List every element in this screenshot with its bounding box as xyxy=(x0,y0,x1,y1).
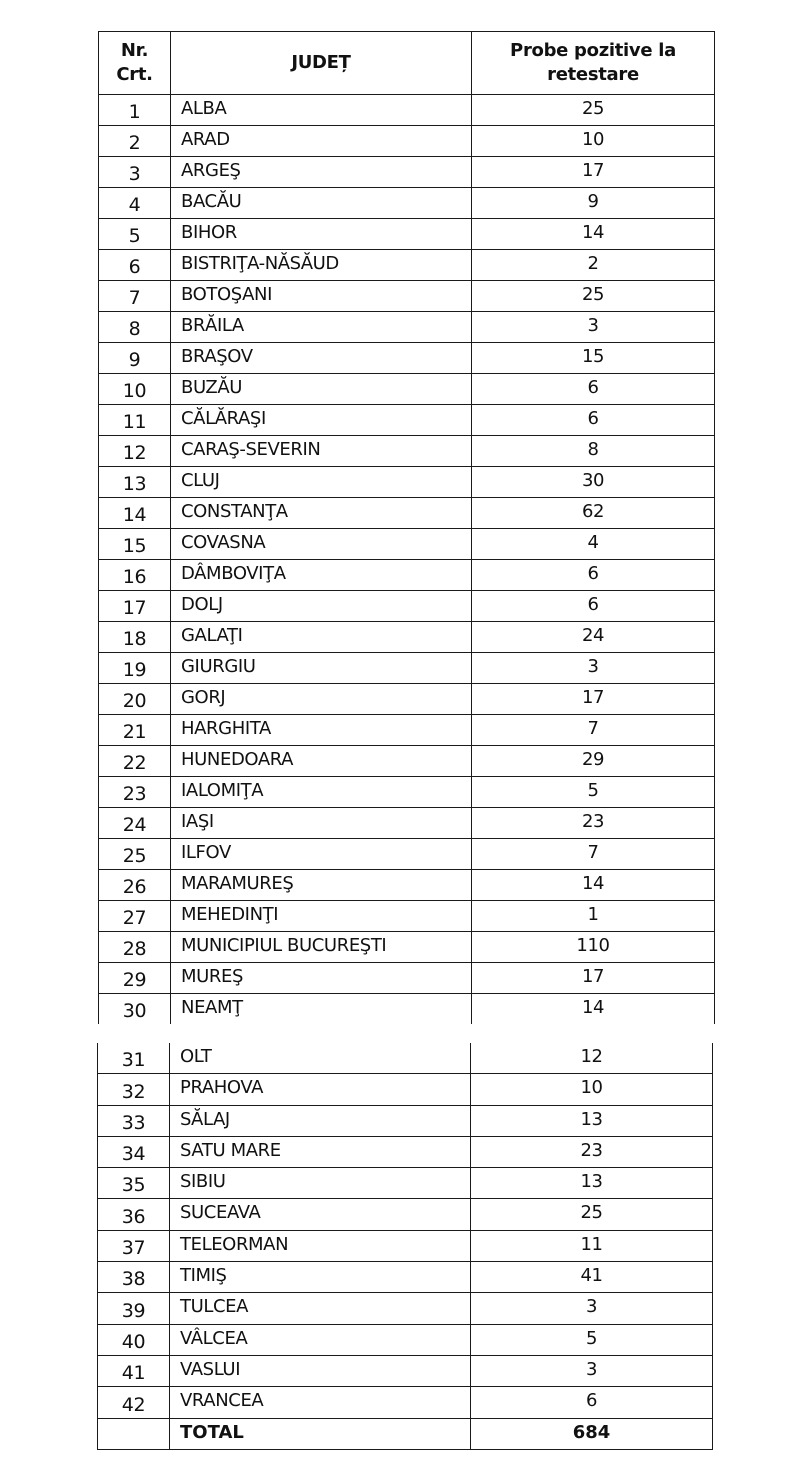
row-value-cell: 62 xyxy=(472,498,715,529)
row-value-cell: 7 xyxy=(472,715,715,746)
row-value-cell: 5 xyxy=(472,777,715,808)
row-value-cell: 3 xyxy=(472,312,715,343)
row-value-cell: 24 xyxy=(472,622,715,653)
row-nr-cell: 22 xyxy=(99,746,171,777)
row-judet-cell: BRAŞOV xyxy=(171,343,472,374)
table-row xyxy=(99,281,715,312)
row-nr-cell: 7 xyxy=(99,281,171,312)
row-nr-cell: 9 xyxy=(99,343,171,374)
row-judet-cell: IAŞI xyxy=(171,808,472,839)
row-value-cell: 12 xyxy=(471,1043,713,1074)
row-nr-cell: 2 xyxy=(99,126,171,157)
table-total-row xyxy=(98,1418,713,1449)
row-nr-cell: 13 xyxy=(99,467,171,498)
row-value-cell: 10 xyxy=(471,1074,713,1105)
row-judet-cell: IALOMIŢA xyxy=(171,777,472,808)
table-row xyxy=(99,374,715,405)
row-value-cell: 41 xyxy=(471,1262,713,1293)
table-row xyxy=(99,963,715,994)
row-value-cell: 6 xyxy=(472,405,715,436)
table-row xyxy=(99,994,715,1025)
row-judet-cell: MEHEDINŢI xyxy=(171,901,472,932)
header-probe-pozitive xyxy=(472,32,715,95)
row-value-cell: 6 xyxy=(471,1387,713,1418)
row-value-cell: 23 xyxy=(471,1136,713,1167)
row-judet-cell: SĂLAJ xyxy=(170,1105,471,1136)
row-nr-cell: 15 xyxy=(99,529,171,560)
table-row xyxy=(98,1043,713,1074)
row-judet-cell: GIURGIU xyxy=(171,653,472,684)
row-value-cell: 30 xyxy=(472,467,715,498)
table-row xyxy=(98,1387,713,1418)
row-nr-cell: 3 xyxy=(99,157,171,188)
table-row xyxy=(99,219,715,250)
row-judet-cell: MUNICIPIUL BUCUREŞTI xyxy=(171,932,472,963)
row-value-cell: 1 xyxy=(472,901,715,932)
header-nr-crt xyxy=(99,32,171,95)
table-row xyxy=(99,746,715,777)
row-judet-cell: ILFOV xyxy=(171,839,472,870)
row-value-cell: 14 xyxy=(472,219,715,250)
row-judet-cell: TULCEA xyxy=(170,1293,471,1324)
row-judet-cell: BISTRIŢA-NĂSĂUD xyxy=(171,250,472,281)
row-judet-cell: SATU MARE xyxy=(170,1136,471,1167)
row-judet-cell: COVASNA xyxy=(171,529,472,560)
row-nr-cell: 42 xyxy=(98,1387,170,1418)
row-value-cell: 29 xyxy=(472,746,715,777)
row-value-cell: 23 xyxy=(472,808,715,839)
row-judet-cell: MUREŞ xyxy=(171,963,472,994)
county-table-top-segment xyxy=(98,31,715,1024)
table-row xyxy=(99,498,715,529)
row-judet-cell: ALBA xyxy=(171,95,472,126)
row-judet-cell: BOTOŞANI xyxy=(171,281,472,312)
row-nr-cell: 17 xyxy=(99,591,171,622)
row-nr-cell: 18 xyxy=(99,622,171,653)
table-row xyxy=(99,715,715,746)
row-nr-cell: 20 xyxy=(99,684,171,715)
row-judet-cell: HARGHITA xyxy=(171,715,472,746)
row-value-cell: 110 xyxy=(472,932,715,963)
row-value-cell: 2 xyxy=(472,250,715,281)
header-judet-label: JUDEȚ xyxy=(291,52,351,73)
row-value-cell: 17 xyxy=(472,157,715,188)
table-row xyxy=(98,1105,713,1136)
row-judet-cell: DÂMBOVIŢA xyxy=(171,560,472,591)
row-value-cell: 11 xyxy=(471,1230,713,1261)
row-nr-cell: 24 xyxy=(99,808,171,839)
row-nr-cell: 32 xyxy=(98,1074,170,1105)
row-value-cell: 3 xyxy=(471,1293,713,1324)
row-value-cell: 6 xyxy=(472,560,715,591)
row-value-cell: 9 xyxy=(472,188,715,219)
table-row xyxy=(99,777,715,808)
row-value-cell: 17 xyxy=(472,684,715,715)
row-nr-cell: 38 xyxy=(98,1262,170,1293)
table-row xyxy=(98,1355,713,1386)
row-judet-cell: VASLUI xyxy=(170,1355,471,1386)
row-judet-cell: VRANCEA xyxy=(170,1387,471,1418)
row-judet-cell: PRAHOVA xyxy=(170,1074,471,1105)
row-nr-cell: 29 xyxy=(99,963,171,994)
header-probe-pozitive-label: Probe pozitive la retestare xyxy=(510,40,676,85)
table-row xyxy=(99,870,715,901)
row-judet-cell: MARAMUREŞ xyxy=(171,870,472,901)
table-row xyxy=(99,684,715,715)
table-row xyxy=(99,653,715,684)
row-judet-cell: DOLJ xyxy=(171,591,472,622)
table-header-row xyxy=(99,32,715,95)
row-value-cell: 3 xyxy=(472,653,715,684)
row-nr-cell: 36 xyxy=(98,1199,170,1230)
table-row xyxy=(99,529,715,560)
row-nr-cell: 12 xyxy=(99,436,171,467)
row-value-cell: 14 xyxy=(472,870,715,901)
row-nr-cell: 6 xyxy=(99,250,171,281)
table-row xyxy=(98,1230,713,1261)
table-row xyxy=(99,405,715,436)
row-judet-cell: GALAŢI xyxy=(171,622,472,653)
total-nr-cell xyxy=(98,1418,170,1449)
table-row xyxy=(99,901,715,932)
row-nr-cell: 11 xyxy=(99,405,171,436)
row-judet-cell: BUZĂU xyxy=(171,374,472,405)
table-row xyxy=(98,1293,713,1324)
total-label-cell: TOTAL xyxy=(170,1418,471,1449)
row-value-cell: 6 xyxy=(472,591,715,622)
table-row xyxy=(99,622,715,653)
table-row xyxy=(99,839,715,870)
row-nr-cell: 19 xyxy=(99,653,171,684)
table-row xyxy=(98,1262,713,1293)
row-judet-cell: CLUJ xyxy=(171,467,472,498)
row-nr-cell: 4 xyxy=(99,188,171,219)
table-row xyxy=(99,343,715,374)
row-judet-cell: CONSTANŢA xyxy=(171,498,472,529)
header-nr-crt-label: Nr. Crt. xyxy=(116,40,153,85)
row-value-cell: 13 xyxy=(471,1105,713,1136)
row-judet-cell: SIBIU xyxy=(170,1168,471,1199)
row-nr-cell: 5 xyxy=(99,219,171,250)
row-value-cell: 10 xyxy=(472,126,715,157)
row-value-cell: 17 xyxy=(472,963,715,994)
row-judet-cell: BIHOR xyxy=(171,219,472,250)
row-nr-cell: 27 xyxy=(99,901,171,932)
row-judet-cell: BACĂU xyxy=(171,188,472,219)
row-judet-cell: VÂLCEA xyxy=(170,1324,471,1355)
row-judet-cell: ARAD xyxy=(171,126,472,157)
header-judet xyxy=(171,32,472,95)
row-judet-cell: SUCEAVA xyxy=(170,1199,471,1230)
row-value-cell: 25 xyxy=(472,95,715,126)
row-nr-cell: 21 xyxy=(99,715,171,746)
row-value-cell: 5 xyxy=(471,1324,713,1355)
row-judet-cell: CĂLĂRAŞI xyxy=(171,405,472,436)
row-judet-cell: GORJ xyxy=(171,684,472,715)
row-nr-cell: 35 xyxy=(98,1168,170,1199)
row-nr-cell: 23 xyxy=(99,777,171,808)
row-nr-cell: 8 xyxy=(99,312,171,343)
row-value-cell: 8 xyxy=(472,436,715,467)
row-judet-cell: CARAŞ-SEVERIN xyxy=(171,436,472,467)
row-value-cell: 6 xyxy=(472,374,715,405)
row-nr-cell: 41 xyxy=(98,1355,170,1386)
row-value-cell: 3 xyxy=(471,1355,713,1386)
row-judet-cell: OLT xyxy=(170,1043,471,1074)
row-nr-cell: 26 xyxy=(99,870,171,901)
table-row xyxy=(99,467,715,498)
row-judet-cell: ARGEŞ xyxy=(171,157,472,188)
table-row xyxy=(99,560,715,591)
row-judet-cell: HUNEDOARA xyxy=(171,746,472,777)
table-row xyxy=(98,1136,713,1167)
row-judet-cell: BRĂILA xyxy=(171,312,472,343)
table-row xyxy=(99,932,715,963)
row-nr-cell: 34 xyxy=(98,1136,170,1167)
county-table-bottom-segment xyxy=(97,1043,713,1450)
row-value-cell: 14 xyxy=(472,994,715,1025)
table-row xyxy=(99,95,715,126)
row-judet-cell: TELEORMAN xyxy=(170,1230,471,1261)
table-row xyxy=(98,1168,713,1199)
row-value-cell: 15 xyxy=(472,343,715,374)
row-nr-cell: 14 xyxy=(99,498,171,529)
table-row xyxy=(98,1324,713,1355)
table-row xyxy=(99,188,715,219)
row-nr-cell: 39 xyxy=(98,1293,170,1324)
row-nr-cell: 28 xyxy=(99,932,171,963)
table-row xyxy=(99,126,715,157)
table-row xyxy=(99,436,715,467)
row-value-cell: 25 xyxy=(471,1199,713,1230)
row-nr-cell: 25 xyxy=(99,839,171,870)
row-nr-cell: 31 xyxy=(98,1043,170,1074)
table-row xyxy=(99,312,715,343)
row-nr-cell: 10 xyxy=(99,374,171,405)
row-value-cell: 7 xyxy=(472,839,715,870)
total-value-cell: 684 xyxy=(471,1418,713,1449)
table-row xyxy=(99,250,715,281)
table-row xyxy=(98,1199,713,1230)
row-value-cell: 13 xyxy=(471,1168,713,1199)
row-judet-cell: NEAMŢ xyxy=(171,994,472,1025)
row-nr-cell: 33 xyxy=(98,1105,170,1136)
row-judet-cell: TIMIŞ xyxy=(170,1262,471,1293)
row-value-cell: 25 xyxy=(472,281,715,312)
table-row xyxy=(99,157,715,188)
row-nr-cell: 37 xyxy=(98,1230,170,1261)
table-row xyxy=(99,808,715,839)
row-nr-cell: 40 xyxy=(98,1324,170,1355)
row-nr-cell: 30 xyxy=(99,994,171,1025)
row-nr-cell: 1 xyxy=(99,95,171,126)
row-value-cell: 4 xyxy=(472,529,715,560)
table-row xyxy=(98,1074,713,1105)
row-nr-cell: 16 xyxy=(99,560,171,591)
table-row xyxy=(99,591,715,622)
